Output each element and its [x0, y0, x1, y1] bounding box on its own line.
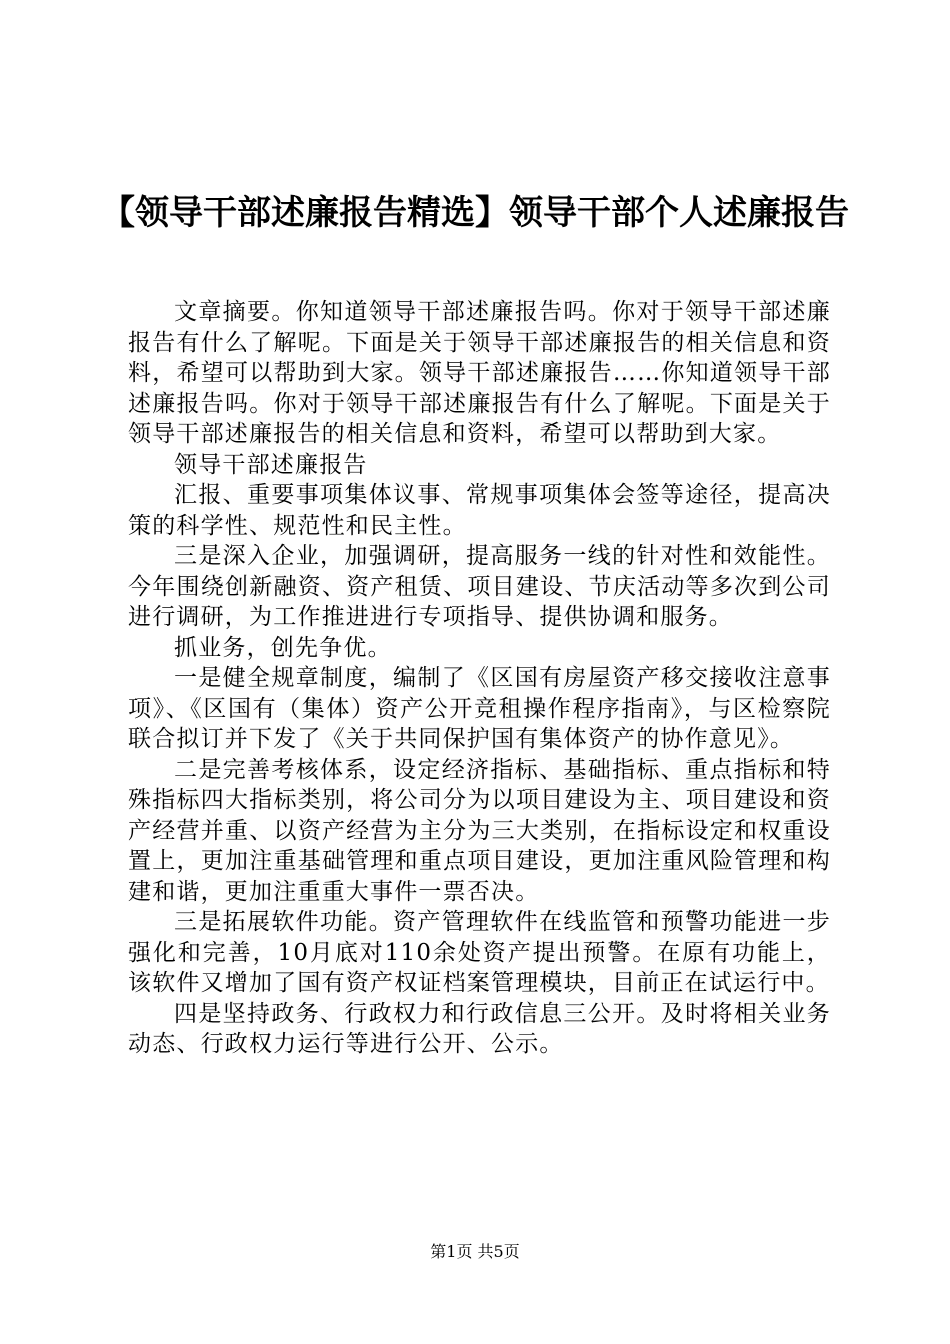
paragraph-abstract: 文章摘要。你知道领导干部述廉报告吗。你对于领导干部述廉报告有什么了解呢。下面是关于领导干部述廉报告的相关信息和资料，希望可以帮助到大家。领导干部述廉报告……你知道领导干部述廉报告吗。你对于领导干部述廉报告有什么了解呢。下面是关于领导干部述廉报告的相关信息和资料，希望可以帮助到大家。 [128, 299, 831, 447]
paragraph: 汇报、重要事项集体议事、常规事项集体会签等途径，提高决策的科学性、规范性和民主性。 [128, 482, 831, 539]
paragraph: 一是健全规章制度，编制了《区国有房屋资产移交接收注意事项》、《区国有（集体）资产公开竞租操作程序指南》，与区检察院联合拟订并下发了《关于共同保护国有集体资产的协作意见》。 [128, 665, 831, 752]
page-number-footer: 第1页 共5页 [430, 1242, 520, 1261]
paragraph-subtitle: 领导干部述廉报告 [174, 451, 368, 478]
document-body [128, 297, 831, 1060]
paragraph: 三是拓展软件功能。资产管理软件在线监管和预警功能进一步强化和完善，10月底对110余处资产提出预警。在原有功能上，该软件又增加了国有资产权证档案管理模块，目前正在试运行中。 [128, 909, 831, 996]
paragraph: 二是完善考核体系，设定经济指标、基础指标、重点指标和特殊指标四大指标类别，将公司分为以项目建设为主、项目建设和资产经营并重、以资产经营为主分为三大类别，在指标设定和权重设置上，更加注重基础管理和重点项目建设，更加注重风险管理和构建和谐，更加注重重大事件一票否决。 [128, 756, 831, 905]
paragraph: 四是坚持政务、行政权力和行政信息三公开。及时将相关业务动态、行政权力运行等进行公开、公示。 [128, 1000, 831, 1057]
paragraph: 三是深入企业，加强调研，提高服务一线的针对性和效能性。今年围绕创新融资、资产租赁、项目建设、节庆活动等多次到公司进行调研，为工作推进进行专项指导、提供协调和服务。 [128, 543, 831, 630]
paragraph: 抓业务，创先争优。 [174, 634, 392, 661]
document-title: 【领导干部述廉报告精选】领导干部个人述廉报告 [101, 193, 849, 233]
